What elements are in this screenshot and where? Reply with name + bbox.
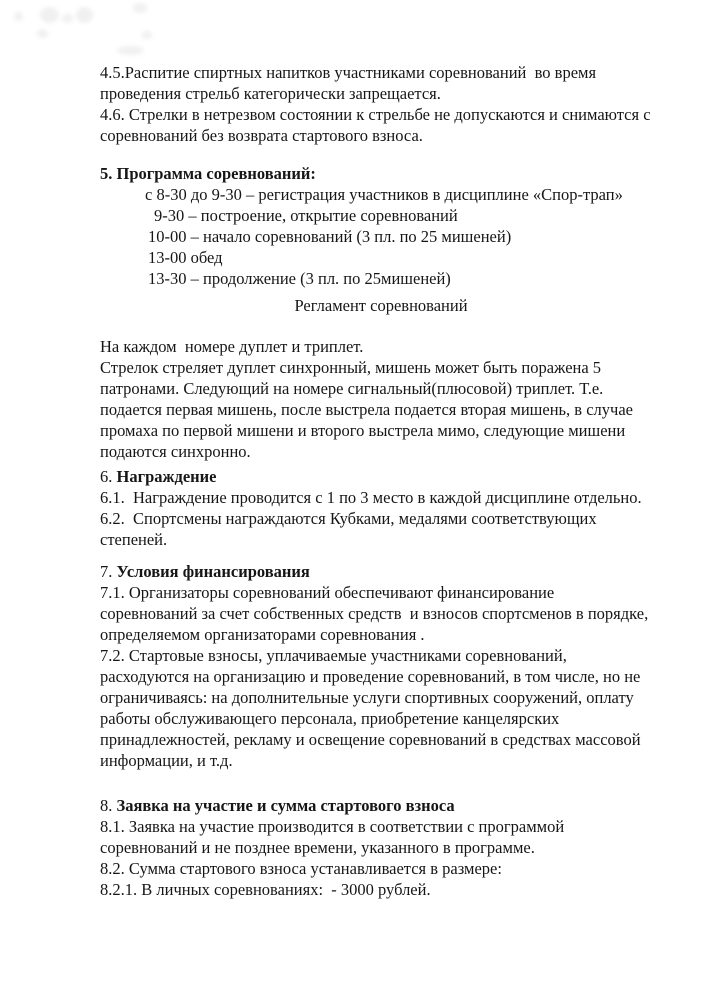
section-7-line <box>100 582 662 603</box>
section-6-line <box>100 487 662 508</box>
body-text: 6.1. Награждение проводится с 1 по 3 место в каждой дисциплине отдельно. <box>100 488 642 507</box>
regulation-text-line <box>100 357 662 378</box>
section-7-line <box>100 750 662 771</box>
heading-text: Награждение <box>116 467 217 486</box>
section-5-heading <box>100 163 662 184</box>
scan-smudge <box>133 3 147 13</box>
regulation-title-line <box>100 295 662 316</box>
body-text: принадлежностей, рекламу и освещение соревнований в средствах массовой <box>100 730 641 749</box>
body-text: проведения стрельб категорически запрещается. <box>100 84 441 103</box>
body-text: ограничиваясь: на дополнительные услуги спортивных сооружений, оплату <box>100 688 634 707</box>
scan-smudge <box>40 7 59 23</box>
scan-smudge <box>142 31 152 39</box>
section-6-line <box>100 529 662 550</box>
regulation-text-line <box>100 336 662 357</box>
regulation-text-line <box>100 378 662 399</box>
schedule-list-line <box>100 205 662 226</box>
body-text: 7.1. Организаторы соревнований обеспечивают финансирование <box>100 583 555 602</box>
body-text: 7. <box>100 562 117 581</box>
section-7-line <box>100 624 662 645</box>
schedule-list <box>100 184 662 289</box>
section-6-line <box>100 466 662 487</box>
regulation-text <box>100 336 662 462</box>
body-text: 13-30 – продолжение (3 пл. по 25мишеней) <box>148 269 451 288</box>
rules-section-4-line <box>100 104 662 125</box>
section-7-line <box>100 687 662 708</box>
section-7-line <box>100 561 662 582</box>
regulation-text-line <box>100 399 662 420</box>
body-text: 10-00 – начало соревнований (3 пл. по 25 мишеней) <box>148 227 512 246</box>
body-text: 8. <box>100 796 117 815</box>
body-text: 9-30 – построение, открытие соревнований <box>154 206 458 225</box>
scan-smudge <box>117 46 144 55</box>
body-text: с 8-30 до 9-30 – регистрация участников в дисциплине «Спор-трап» <box>145 185 623 204</box>
section-7-line <box>100 729 662 750</box>
body-text: расходуются на организацию и проведение соревнований, в том числе, но не <box>100 667 641 686</box>
body-text: 13-00 обед <box>148 248 223 267</box>
section-7-line <box>100 708 662 729</box>
regulation-text-line <box>100 420 662 441</box>
rules-section-4-line <box>100 125 662 146</box>
body-text: Регламент соревнований <box>294 296 468 315</box>
section-7-line <box>100 666 662 687</box>
rules-section-4 <box>100 62 662 146</box>
body-text: подаются синхронно. <box>100 442 251 461</box>
schedule-list-line <box>100 268 662 289</box>
scan-smudge <box>37 29 48 38</box>
section-8-line <box>100 795 662 816</box>
scan-smudge <box>14 12 23 21</box>
body-text: 6. <box>100 467 117 486</box>
section-6-line <box>100 508 662 529</box>
heading-text: 5. Программа соревнований: <box>100 164 316 183</box>
body-text: определяемом организаторами соревнования . <box>100 625 425 644</box>
body-text: соревнований и не позднее времени, указанного в программе. <box>100 838 535 857</box>
section-7 <box>100 561 662 771</box>
body-text: подается первая мишень, после выстрела подается вторая мишень, в случае <box>100 400 633 419</box>
body-text: 8.1. Заявка на участие производится в соответствии с программой <box>100 817 565 836</box>
body-text: промаха по первой мишени и второго выстрела мимо, следующие мишени <box>100 421 626 440</box>
rules-section-4-line <box>100 62 662 83</box>
heading-text: Условия финансирования <box>116 562 310 581</box>
rules-section-4-line <box>100 83 662 104</box>
body-text: 6.2. Спортсмены награждаются Кубками, медалями соответствующих <box>100 509 597 528</box>
schedule-list-line <box>100 226 662 247</box>
section-5-heading-line <box>100 163 662 184</box>
body-text: патронами. Следующий на номере сигнальный(плюсовой) триплет. Т.е. <box>100 379 604 398</box>
body-text: 8.2.1. В личных соревнованиях: - 3000 рублей. <box>100 880 431 899</box>
body-text: 4.5.Распитие спиртных напитков участниками соревнований во время <box>100 63 597 82</box>
section-8-line <box>100 858 662 879</box>
body-text: На каждом номере дуплет и триплет. <box>100 337 364 356</box>
regulation-title <box>100 295 662 316</box>
schedule-list-line <box>100 247 662 268</box>
body-text: соревнований за счет собственных средств и взносов спортсменов в порядке, <box>100 604 649 623</box>
section-8 <box>100 795 662 900</box>
body-text: Стрелок стреляет дуплет синхронный, мишень может быть поражена 5 <box>100 358 602 377</box>
section-8-line <box>100 837 662 858</box>
section-7-line <box>100 603 662 624</box>
section-6 <box>100 466 662 550</box>
body-text: 8.2. Сумма стартового взноса устанавливается в размере: <box>100 859 502 878</box>
body-text: 4.6. Стрелки в нетрезвом состоянии к стрельбе не допускаются и снимаются с <box>100 105 651 124</box>
section-8-line <box>100 879 662 900</box>
regulation-text-line <box>100 441 662 462</box>
schedule-list-line <box>100 184 662 205</box>
scan-smudge <box>62 14 73 23</box>
heading-text: Заявка на участие и сумма стартового взноса <box>116 796 455 815</box>
section-7-line <box>100 645 662 666</box>
body-text: информации, и т.д. <box>100 751 233 770</box>
body-text: 7.2. Стартовые взносы, уплачиваемые участниками соревнований, <box>100 646 567 665</box>
body-text: работы обслуживающего персонала, приобретение канцелярских <box>100 709 560 728</box>
scan-smudge <box>76 7 93 23</box>
body-text: соревнований без возврата стартового взноса. <box>100 126 423 145</box>
body-text: степеней. <box>100 530 168 549</box>
section-8-line <box>100 816 662 837</box>
